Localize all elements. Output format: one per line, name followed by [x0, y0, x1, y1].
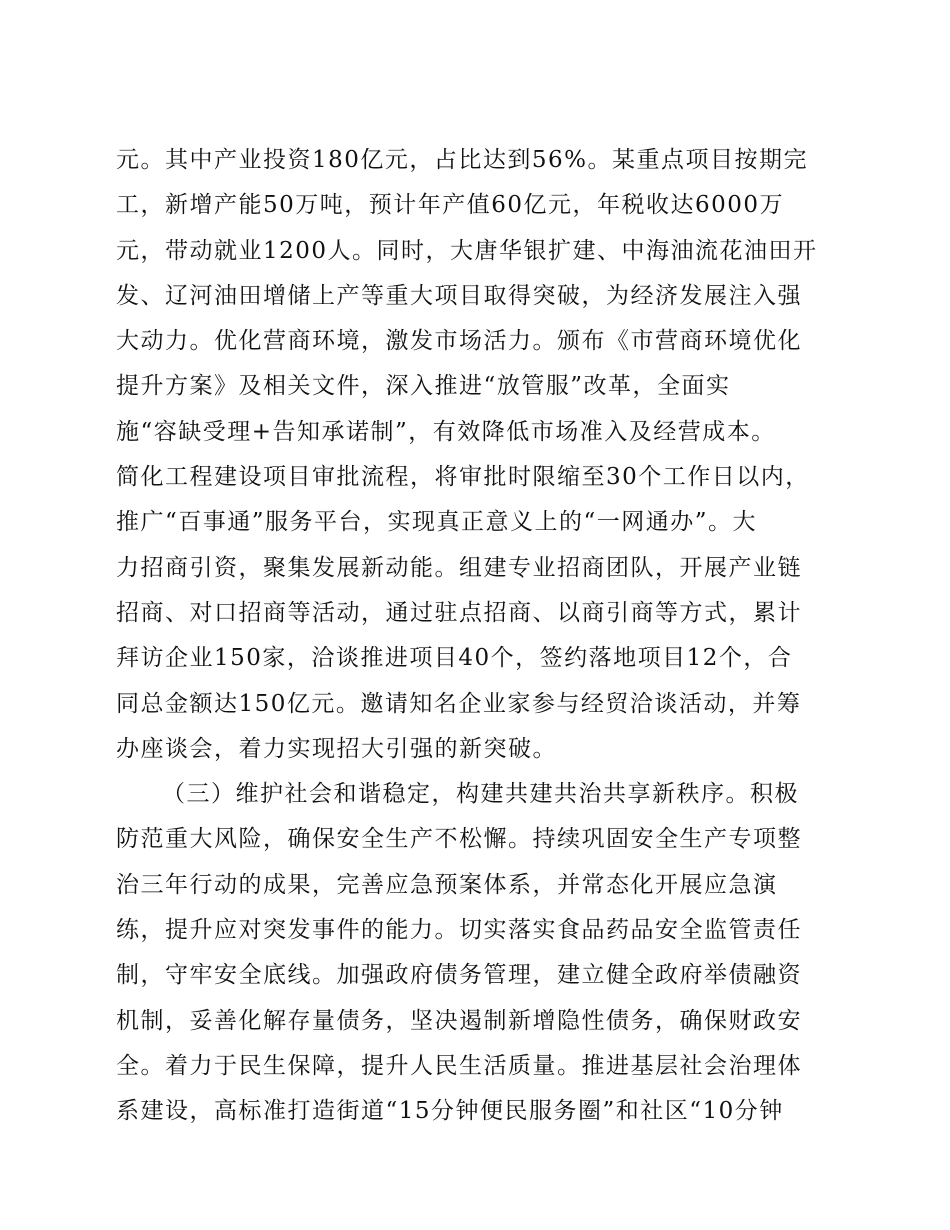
- text-line: 元。其中产业投资180亿元，占比达到56%。某重点项目按期完: [116, 147, 809, 173]
- text-line: 制，守牢安全底线。加强政府债务管理，建立健全政府举债融资: [116, 962, 802, 989]
- text-line: 招商、对口招商等活动，通过驻点招商、以商引商等方式，累计: [116, 599, 802, 626]
- text-line: 治三年行动的成果，完善应急预案体系，并常态化开展应急演: [116, 871, 778, 898]
- text-line: 发、辽河油田增储上产等重大项目取得突破，为经济发展注入强: [116, 282, 802, 309]
- text-line: 元，带动就业1200人。同时，大唐华银扩建、中海油流花油田开: [116, 237, 818, 264]
- text-line: 全。着力于民生保障，提升人民生活质量。推进基层社会治理体: [116, 1052, 802, 1079]
- text-line: 系建设，高标准打造街道“15分钟便民服务圈”和社区“10分钟: [116, 1098, 784, 1125]
- text-line: 拜访企业150家，洽谈推进项目40个，签约落地项目12个，合: [116, 645, 793, 672]
- text-line: 练，提升应对突发事件的能力。切实落实食品药品安全监管责任: [116, 917, 802, 944]
- text-line: 机制，妥善化解存量债务，坚决遏制新增隐性债务，确保财政安: [116, 1007, 802, 1034]
- text-line: 施“容缺受理+告知承诺制”，有效降低市场准入及经营成本。: [116, 418, 776, 445]
- text-line: 防范重大风险，确保安全生产不松懈。持续巩固安全生产专项整: [116, 826, 802, 853]
- text-line: 简化工程建设项目审批流程，将审批时限缩至30个工作日以内，: [116, 464, 810, 491]
- text-line: 办座谈会，着力实现招大引强的新突破。: [116, 735, 557, 762]
- text-line: 同总金额达150亿元。邀请知名企业家参与经贸洽谈活动，并筹: [116, 690, 802, 717]
- text-line: 提升方案》及相关文件，深入推进“放管服”改革，全面实: [116, 373, 731, 400]
- section-heading-line: （三）维护社会和谐稳定，构建共建共治共享新秩序。积极: [162, 781, 799, 808]
- text-line: 力招商引资，聚集发展新动能。组建专业招商团队，开展产业链: [116, 554, 802, 581]
- text-line: 大动力。优化营商环境，激发市场活力。颁布《市营商环境优化: [116, 328, 802, 355]
- text-line: 推广“百事通”服务平台，实现真正意义上的“一网通办”。大: [116, 509, 758, 536]
- body-text: [116, 138, 826, 1135]
- text-line: 工，新增产能50万吨，预计年产值60亿元，年税收达6000万: [116, 192, 785, 219]
